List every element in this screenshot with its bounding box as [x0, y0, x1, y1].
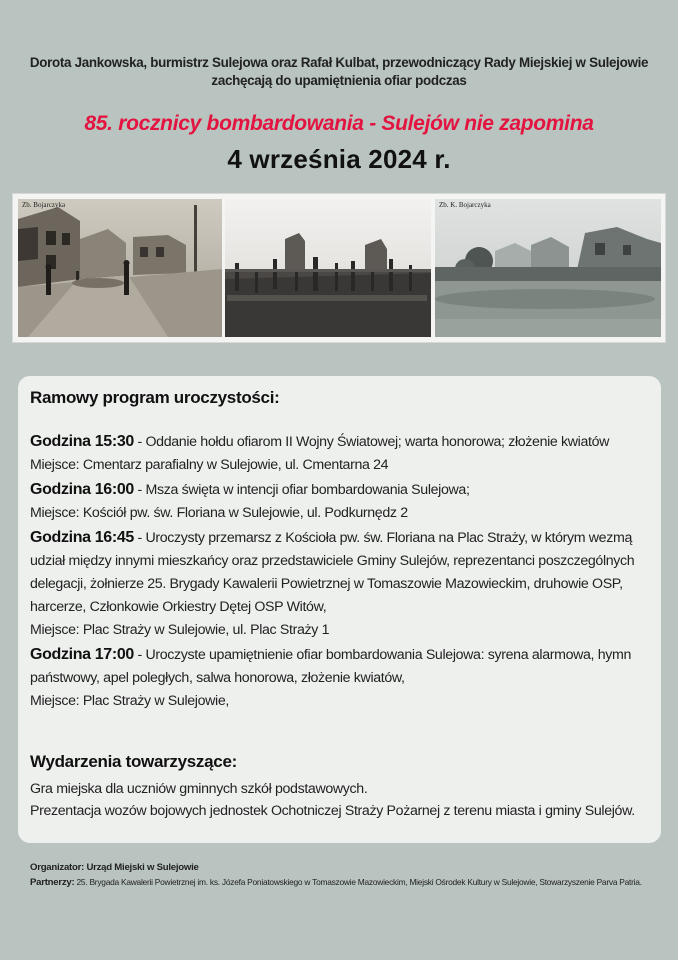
event-item: Gra miejska dla uczniów gminnych szkół podstawowych.	[30, 781, 368, 797]
partners-line	[30, 875, 660, 890]
entry-text: - Uroczysty przemarsz z Kościoła pw. św. Floriana na Plac Straży, w którym wezmą udział między innymi mieszkańcy oraz przedstawiciele Gminy Sulejów, reprezentanci poszczególnych delegacji, żołnierze 25. Brygady Kawalerii Powietrznej w Tomaszowie Mazowieckim, druhowie OSP, harcerze, Członkowie Orkiestry Dętej OSP Witów,	[30, 530, 635, 615]
entry-text: - Uroczyste upamiętnienie ofiar bombardowania Sulejowa: syrena alarmowa, hymn państwowy, apel poległych, salwa honorowa, złożenie kwiatów,	[30, 647, 632, 686]
entry-hour: Godzina 17:00	[30, 646, 134, 663]
entry-text: - Oddanie hołdu ofiarom II Wojny Światowej; warta honorowa; złożenie kwiatów	[133, 434, 610, 450]
program-entries	[30, 430, 654, 714]
intro-line-1: Dorota Jankowska, burmistrz Sulejowa oraz Rafał Kulbat, przewodniczący Rady Miejskiej w Sulejowie	[29, 55, 649, 70]
program-heading: Ramowy program uroczystości:	[30, 388, 280, 407]
photo-ruined-street	[18, 199, 222, 337]
entry-text: - Msza święta w intencji ofiar bombardowania Sulejowa;	[133, 482, 470, 498]
events-heading: Wydarzenia towarzyszące:	[30, 752, 237, 771]
entry-hour: Godzina 16:45	[30, 529, 134, 546]
event-item: Prezentacja wozów bojowych jednostek Ochotniczej Straży Pożarnej z terenu miasta i gminy Sulejów.	[30, 803, 635, 819]
anniversary-title: 85. rocznicy bombardowania - Sulejów nie zapomina	[84, 112, 594, 135]
program-entry	[30, 430, 654, 477]
footer	[30, 860, 660, 890]
organizer-line	[30, 860, 660, 875]
entry-place: Miejsce: Kościół pw. św. Floriana w Sulejowie, ul. Podkurnędz 2	[30, 505, 408, 521]
program-entry	[30, 526, 654, 642]
organizer-name: Urząd Miejski w Sulejowie	[84, 862, 199, 873]
entry-place: Miejsce: Cmentarz parafialny w Sulejowie, ul. Cmentarna 24	[30, 457, 389, 473]
entry-place: Miejsce: Plac Straży w Sulejowie, ul. Plac Straży 1	[30, 622, 330, 638]
photo-ruins	[225, 199, 431, 337]
photo-1-caption: Zb. Bojarczyka	[22, 201, 66, 209]
historical-photo-strip	[12, 193, 666, 343]
intro-line-2: zachęcają do upamiętnienia ofiar podczas	[211, 73, 467, 88]
partners-list: 25. Brygada Kawalerii Powietrznej im. ks. Józefa Poniatowskiego w Tomaszowie Mazowieckim, Miejski Ośrodek Kultury w Sulejowie, Stowarzyszenie Parva Patria.	[74, 877, 642, 887]
entry-hour: Godzina 16:00	[30, 481, 134, 498]
partners-label: Partnerzy:	[30, 877, 75, 888]
event-date: 4 września 2024 r.	[227, 144, 451, 174]
program-entry	[30, 478, 654, 525]
photo-river-view	[435, 199, 661, 337]
entry-hour: Godzina 15:30	[30, 433, 134, 450]
intro-text	[20, 54, 658, 90]
organizer-label: Organizator:	[30, 862, 85, 873]
program-panel	[18, 376, 661, 843]
events-list	[30, 778, 654, 822]
entry-place: Miejsce: Plac Straży w Sulejowie,	[30, 693, 229, 709]
program-entry	[30, 643, 654, 713]
photo-3-caption: Zb. K. Bojarczyka	[439, 201, 491, 209]
